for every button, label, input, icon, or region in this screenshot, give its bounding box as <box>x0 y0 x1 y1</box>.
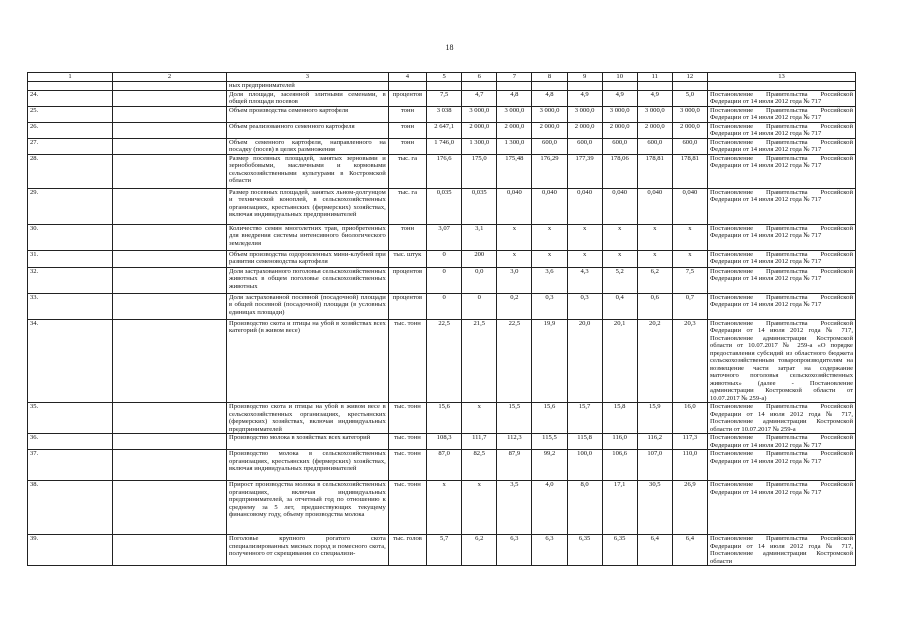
value-cell: 15,5 <box>497 403 532 434</box>
unit-cell: тыс. тонн <box>388 434 426 450</box>
value-cell: 20,3 <box>672 319 707 403</box>
source-document: Постановление Правительства Российской Федерации от 14 июля 2012 года № 717 <box>707 481 855 535</box>
value-cell: 2 000,0 <box>637 122 672 138</box>
table-header-row <box>28 73 856 82</box>
source-document: Постановление Правительства Российской Федерации от 14 июля 2012 года № 717 <box>707 106 855 122</box>
unit-cell: тыс. га <box>388 154 426 188</box>
indicator-name: Доля площади, засеянной элитными семенами, в общей площади посевов <box>227 90 389 106</box>
value-cell: 26,9 <box>672 481 707 535</box>
value-cell: x <box>602 224 637 250</box>
value-cell: 21,5 <box>462 319 497 403</box>
value-cell: 5,2 <box>602 267 637 293</box>
empty-cell <box>113 481 227 535</box>
value-cell: x <box>637 250 672 267</box>
row-number: 35. <box>28 403 113 434</box>
source-document: Постановление Правительства Российской Федерации от 14 июля 2012 года № 717 <box>707 122 855 138</box>
source-document: Постановление Правительства Российской Федерации от 14 июля 2012 года № 717 <box>707 90 855 106</box>
unit-cell: процентов <box>388 293 426 319</box>
value-cell: 0 <box>462 293 497 319</box>
value-cell: 7,5 <box>672 267 707 293</box>
value-cell: 4,8 <box>532 90 567 106</box>
value-cell: 0,3 <box>532 293 567 319</box>
row-number: 36. <box>28 434 113 450</box>
header-cell: 6 <box>462 73 497 82</box>
unit-cell: тыс. тонн <box>388 450 426 481</box>
row-number: 37. <box>28 450 113 481</box>
value-cell: 2 000,0 <box>602 122 637 138</box>
indicator-name: Объем семенного картофеля, направленного на посадку (посев) в целях размножения <box>227 138 389 154</box>
value-cell: 1 300,0 <box>497 138 532 154</box>
value-cell: x <box>462 403 497 434</box>
empty-cell <box>113 319 227 403</box>
value-cell: 6,4 <box>672 535 707 566</box>
value-cell: 112,3 <box>497 434 532 450</box>
value-cell: 87,0 <box>427 450 462 481</box>
table-row <box>28 481 856 535</box>
value-cell: 3,07 <box>427 224 462 250</box>
value-cell: 1 746,0 <box>427 138 462 154</box>
value-cell: 30,5 <box>637 481 672 535</box>
value-cell: 99,2 <box>532 450 567 481</box>
value-cell: x <box>497 250 532 267</box>
table-row <box>28 403 856 434</box>
value-cell: 0,040 <box>637 188 672 224</box>
source-document: Постановление Правительства Российской Федерации от 14 июля 2012 года № 717 <box>707 434 855 450</box>
row-number: 32. <box>28 267 113 293</box>
value-cell: 3 000,0 <box>602 106 637 122</box>
table-row <box>28 90 856 106</box>
source-document: Постановление Правительства Российской Федерации от 14 июля 2012 года № 717 <box>707 250 855 267</box>
continuation-row <box>28 82 856 91</box>
value-cell: x <box>497 224 532 250</box>
unit-cell: тонн <box>388 106 426 122</box>
row-number: 25. <box>28 106 113 122</box>
value-cell: x <box>567 250 602 267</box>
value-cell: 3 000,0 <box>462 106 497 122</box>
row-number: 28. <box>28 154 113 188</box>
row-number: 27. <box>28 138 113 154</box>
value-cell: 115,8 <box>567 434 602 450</box>
indicators-table <box>27 72 856 566</box>
value-cell: 0 <box>427 267 462 293</box>
value-cell: 0,040 <box>497 188 532 224</box>
value-cell: 0,4 <box>602 293 637 319</box>
unit-cell: процентов <box>388 267 426 293</box>
value-cell: 600,0 <box>672 138 707 154</box>
empty-cell <box>113 90 227 106</box>
value-cell: 200 <box>462 250 497 267</box>
indicator-name: Производство молока в хозяйствах всех категорий <box>227 434 389 450</box>
continuation-text: ных предпринимателей <box>227 82 389 91</box>
unit-cell: тонн <box>388 138 426 154</box>
header-cell: 3 <box>227 73 389 82</box>
value-cell: 3 000,0 <box>567 106 602 122</box>
indicator-name: Производство молока в сельскохозяйственных организациях, крестьянских (фермерских) хозяйствах, включая индивидуальных предпринимателей <box>227 450 389 481</box>
value-cell: 106,6 <box>602 450 637 481</box>
empty-cell <box>113 154 227 188</box>
unit-cell: процентов <box>388 90 426 106</box>
table-row <box>28 535 856 566</box>
value-cell: 2 000,0 <box>567 122 602 138</box>
row-number: 33. <box>28 293 113 319</box>
value-cell: 20,1 <box>602 319 637 403</box>
unit-cell: тыс. га <box>388 188 426 224</box>
source-document: Постановление Правительства Российской Федерации от 14 июля 2012 года № 717, Постановление администрации Костромской области от 10.07.2017 № 259-а <box>707 403 855 434</box>
indicator-name: Размер посевных площадей, занятых льном-долгунцом и технической коноплей, в сельскохозяйственных организациях, крестьянских (фермерских) хозяйствах, включая индивидуальных предпринимателей <box>227 188 389 224</box>
header-cell: 9 <box>567 73 602 82</box>
value-cell: 116,2 <box>637 434 672 450</box>
empty-cell <box>113 122 227 138</box>
empty-cell <box>113 138 227 154</box>
unit-cell: тыс. тонн <box>388 319 426 403</box>
value-cell: 15,6 <box>532 403 567 434</box>
value-cell: 7,5 <box>427 90 462 106</box>
header-cell: 10 <box>602 73 637 82</box>
value-cell: x <box>532 224 567 250</box>
empty-cell <box>113 403 227 434</box>
value-cell: 176,6 <box>427 154 462 188</box>
value-cell: 6,4 <box>637 535 672 566</box>
empty-cell <box>113 434 227 450</box>
value-cell: x <box>672 250 707 267</box>
value-cell: 0 <box>427 293 462 319</box>
value-cell: 3 000,0 <box>672 106 707 122</box>
value-cell: 17,1 <box>602 481 637 535</box>
header-cell: 1 <box>28 73 113 82</box>
indicator-name: Количество семян многолетних трав, приобретенных для внедрения системы интенсивного биологического земледелия <box>227 224 389 250</box>
value-cell: 176,29 <box>532 154 567 188</box>
source-document: Постановление Правительства Российской Федерации от 14 июля 2012 года № 717 <box>707 267 855 293</box>
table-row <box>28 250 856 267</box>
value-cell: 178,81 <box>672 154 707 188</box>
value-cell: 600,0 <box>637 138 672 154</box>
empty-cell <box>113 250 227 267</box>
value-cell: 3 000,0 <box>637 106 672 122</box>
value-cell: 108,3 <box>427 434 462 450</box>
table-row <box>28 224 856 250</box>
source-document: Постановление Правительства Российской Федерации от 14 июля 2012 года № 717 <box>707 293 855 319</box>
value-cell: x <box>602 250 637 267</box>
indicator-name: Объем реализованного семенного картофеля <box>227 122 389 138</box>
indicator-name: Производство скота и птицы на убой в хозяйствах всех категорий (в живом весе) <box>227 319 389 403</box>
value-cell: 16,0 <box>672 403 707 434</box>
value-cell: 4,8 <box>497 90 532 106</box>
table-row <box>28 122 856 138</box>
value-cell: x <box>637 224 672 250</box>
row-number: 29. <box>28 188 113 224</box>
value-cell: 5,0 <box>672 90 707 106</box>
source-document: Постановление Правительства Российской Федерации от 14 июля 2012 года № 717 <box>707 224 855 250</box>
value-cell: 6,35 <box>602 535 637 566</box>
value-cell: 0,3 <box>567 293 602 319</box>
unit-cell: тыс. тонн <box>388 481 426 535</box>
value-cell: 20,2 <box>637 319 672 403</box>
row-number: 39. <box>28 535 113 566</box>
source-document: Постановление Правительства Российской Федерации от 14 июля 2012 года № 717 <box>707 188 855 224</box>
empty-cell <box>113 293 227 319</box>
row-number: 31. <box>28 250 113 267</box>
row-number: 34. <box>28 319 113 403</box>
value-cell: 22,5 <box>427 319 462 403</box>
value-cell: 0,2 <box>497 293 532 319</box>
unit-cell: тыс. тонн <box>388 403 426 434</box>
value-cell: 4,3 <box>567 267 602 293</box>
header-cell: 7 <box>497 73 532 82</box>
source-document: Постановление Правительства Российской Федерации от 14 июля 2012 года № 717, Постановление администрации Костромской области <box>707 535 855 566</box>
value-cell: 4,9 <box>602 90 637 106</box>
value-cell: 6,2 <box>637 267 672 293</box>
value-cell: 4,9 <box>567 90 602 106</box>
value-cell: x <box>672 224 707 250</box>
value-cell: 6,2 <box>462 535 497 566</box>
header-cell: 13 <box>707 73 855 82</box>
table-row <box>28 319 856 403</box>
unit-cell: тонн <box>388 224 426 250</box>
table-row <box>28 267 856 293</box>
value-cell: 600,0 <box>602 138 637 154</box>
source-document: Постановление Правительства Российской Федерации от 14 июля 2012 года № 717 <box>707 450 855 481</box>
header-cell: 2 <box>113 73 227 82</box>
empty-cell <box>113 450 227 481</box>
value-cell: 15,9 <box>637 403 672 434</box>
source-document: Постановление Правительства Российской Федерации от 14 июля 2012 года № 717 <box>707 154 855 188</box>
header-cell: 4 <box>388 73 426 82</box>
value-cell: 19,9 <box>532 319 567 403</box>
table-row <box>28 293 856 319</box>
value-cell: 111,7 <box>462 434 497 450</box>
value-cell: 4,9 <box>637 90 672 106</box>
indicator-name: Производство скота и птицы на убой в живом весе в сельскохозяйственных организациях, крестьянских (фермерских) хозяйствах, включая индивидуальных предпринимателей <box>227 403 389 434</box>
value-cell: 3,0 <box>497 267 532 293</box>
empty-cell <box>113 188 227 224</box>
value-cell: 6,3 <box>532 535 567 566</box>
empty-cell <box>113 106 227 122</box>
value-cell: 82,5 <box>462 450 497 481</box>
value-cell: 600,0 <box>567 138 602 154</box>
table-row <box>28 106 856 122</box>
table-row <box>28 450 856 481</box>
page-number: 18 <box>445 43 454 52</box>
table-row <box>28 434 856 450</box>
value-cell: 0,035 <box>427 188 462 224</box>
value-cell: 22,5 <box>497 319 532 403</box>
source-document: Постановление Правительства Российской Федерации от 14 июля 2012 года № 717 <box>707 138 855 154</box>
value-cell: 15,7 <box>567 403 602 434</box>
value-cell: 0,035 <box>462 188 497 224</box>
value-cell: 2 000,0 <box>672 122 707 138</box>
value-cell: 3,6 <box>532 267 567 293</box>
table-row <box>28 188 856 224</box>
value-cell: 178,06 <box>602 154 637 188</box>
value-cell: 3 000,0 <box>532 106 567 122</box>
value-cell: 4,0 <box>532 481 567 535</box>
value-cell: 15,8 <box>602 403 637 434</box>
indicator-name: Поголовье крупного рогатого скота специализированных мясных пород и помесного скота, полученного от скрещивания со специализи- <box>227 535 389 566</box>
empty-cell <box>113 224 227 250</box>
unit-cell: тыс. штук <box>388 250 426 267</box>
value-cell: x <box>567 224 602 250</box>
unit-cell: тыс. голов <box>388 535 426 566</box>
value-cell: 4,7 <box>462 90 497 106</box>
value-cell: 107,0 <box>637 450 672 481</box>
value-cell: x <box>462 481 497 535</box>
value-cell: 20,0 <box>567 319 602 403</box>
value-cell: 100,0 <box>567 450 602 481</box>
value-cell: 0,7 <box>672 293 707 319</box>
value-cell: 178,81 <box>637 154 672 188</box>
value-cell: x <box>427 481 462 535</box>
source-document: Постановление Правительства Российской Федерации от 14 июля 2012 года № 717, Постановление администрации Костромской области от 10.07.2017 № 259-а «О порядке предоставления субсидий из областного бюджета сельскохозяйственным товаропроизводителям на возмещение части затрат на содержание маточного поголовья сельскохозяйственных животных» (далее - Постановление администрации Костромской области от 10.07.2017 № 259-а) <box>707 319 855 403</box>
value-cell: 175,48 <box>497 154 532 188</box>
value-cell: 0,0 <box>462 267 497 293</box>
header-cell: 12 <box>672 73 707 82</box>
row-number: 26. <box>28 122 113 138</box>
value-cell: 2 647,1 <box>427 122 462 138</box>
value-cell: 5,7 <box>427 535 462 566</box>
value-cell: 0,040 <box>672 188 707 224</box>
indicator-name: Доля застрахованной посевной (посадочной) площади в общей посевной (посадочной) площади (в условных единицах площади) <box>227 293 389 319</box>
value-cell: 0,040 <box>602 188 637 224</box>
value-cell: 117,3 <box>672 434 707 450</box>
row-number: 38. <box>28 481 113 535</box>
value-cell: 3,5 <box>497 481 532 535</box>
header-cell: 8 <box>532 73 567 82</box>
indicator-name: Прирост производства молока в сельскохозяйственных организациях, включая индивидуальных предпринимателей, за отчетный год по отношению к среднему за 5 лет, предшествующих текущему финансовому году, объему производства молока <box>227 481 389 535</box>
indicator-name: Объем производства семенного картофеля <box>227 106 389 122</box>
value-cell: 2 000,0 <box>462 122 497 138</box>
value-cell: 3 038 <box>427 106 462 122</box>
value-cell: 2 000,0 <box>532 122 567 138</box>
row-number: 24. <box>28 90 113 106</box>
value-cell: 600,0 <box>532 138 567 154</box>
row-number: 30. <box>28 224 113 250</box>
value-cell: 6,35 <box>567 535 602 566</box>
value-cell: 1 300,0 <box>462 138 497 154</box>
indicator-name: Доля застрахованного поголовья сельскохозяйственных животных в общем поголовье сельскохозяйственных животных <box>227 267 389 293</box>
value-cell: 2 000,0 <box>497 122 532 138</box>
indicator-name: Размер посевных площадей, занятых зерновыми и зернобобовыми, масличными и кормовыми сельскохозяйственными культурами в Костромской области <box>227 154 389 188</box>
table-row <box>28 154 856 188</box>
value-cell: 8,0 <box>567 481 602 535</box>
value-cell: 0,040 <box>567 188 602 224</box>
value-cell: 115,5 <box>532 434 567 450</box>
indicator-name: Объем производства оздоровленных мини-клубней при развитии семеноводства картофеля <box>227 250 389 267</box>
value-cell: 116,0 <box>602 434 637 450</box>
value-cell: 110,0 <box>672 450 707 481</box>
header-cell: 11 <box>637 73 672 82</box>
value-cell: 87,9 <box>497 450 532 481</box>
value-cell: 0 <box>427 250 462 267</box>
value-cell: 15,6 <box>427 403 462 434</box>
value-cell: 175,0 <box>462 154 497 188</box>
empty-cell <box>113 535 227 566</box>
empty-cell <box>113 267 227 293</box>
table-row <box>28 138 856 154</box>
value-cell: 177,39 <box>567 154 602 188</box>
value-cell: 3,1 <box>462 224 497 250</box>
value-cell: 3 000,0 <box>497 106 532 122</box>
value-cell: x <box>532 250 567 267</box>
value-cell: 0,6 <box>637 293 672 319</box>
value-cell: 6,3 <box>497 535 532 566</box>
value-cell: 0,040 <box>532 188 567 224</box>
header-cell: 5 <box>427 73 462 82</box>
unit-cell: тонн <box>388 122 426 138</box>
